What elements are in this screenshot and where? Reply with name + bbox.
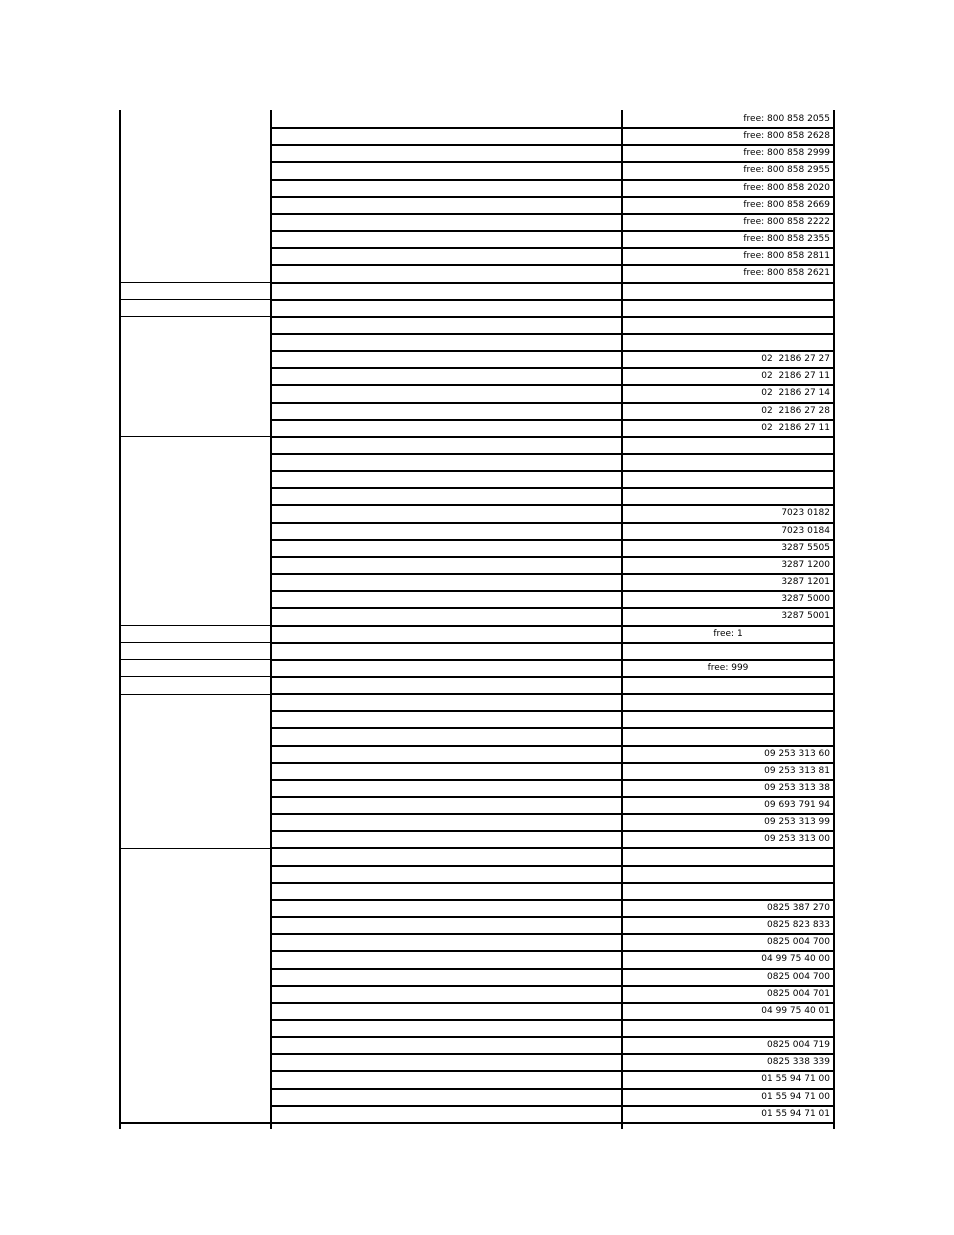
phone-number: 02 2186 27 11 (761, 422, 830, 433)
phone-number: free: 800 858 2999 (743, 148, 830, 159)
phone-cell (622, 454, 834, 471)
service-cell (271, 780, 622, 797)
row-divider (271, 453, 834, 455)
phone-cell (622, 317, 834, 334)
service-cell (271, 1054, 622, 1071)
phone-number: 01 55 94 71 01 (761, 1108, 830, 1119)
row-divider (271, 865, 834, 867)
phone-number: 3287 1201 (781, 577, 830, 588)
phone-cell (622, 763, 834, 780)
phone-number: free: 800 858 2355 (743, 234, 830, 245)
row-divider (271, 1019, 834, 1021)
row-divider (271, 1070, 834, 1072)
phone-number: 09 253 313 60 (764, 748, 830, 759)
row-divider (271, 899, 834, 901)
phone-number: 3287 5505 (781, 542, 830, 553)
row-divider (271, 419, 834, 421)
phone-number: 02 2186 27 27 (761, 354, 830, 365)
service-cell (271, 162, 622, 179)
phone-cell (622, 677, 834, 694)
row-divider (271, 161, 834, 163)
service-cell (271, 643, 622, 660)
phone-cell (622, 608, 834, 625)
service-cell (271, 523, 622, 540)
row-divider (271, 213, 834, 215)
phone-cell (622, 111, 834, 128)
phone-cell (622, 351, 834, 368)
service-cell (271, 265, 622, 282)
service-cell (271, 454, 622, 471)
row-divider (271, 1088, 834, 1090)
row-divider (271, 127, 834, 129)
phone-number: 02 2186 27 14 (761, 388, 830, 399)
row-divider (271, 316, 834, 318)
service-cell (271, 1071, 622, 1088)
service-cell (271, 797, 622, 814)
phone-number: 09 253 313 00 (764, 834, 830, 845)
row-divider (271, 1105, 834, 1107)
row-divider (271, 625, 834, 627)
phone-number: free: 1 (713, 628, 743, 639)
phone-cell (622, 900, 834, 917)
service-cell (271, 1037, 622, 1054)
service-cell (271, 660, 622, 677)
phone-cell (622, 917, 834, 934)
phone-cell (622, 403, 834, 420)
row-divider (271, 779, 834, 781)
row-divider (271, 710, 834, 712)
row-divider (271, 522, 834, 524)
country-cell (120, 677, 271, 694)
phone-cell (622, 643, 834, 660)
phone-number: 3287 1200 (781, 559, 830, 570)
service-cell (271, 1089, 622, 1106)
row-divider (271, 179, 834, 181)
row-divider (271, 367, 834, 369)
phone-number: free: 800 858 2669 (743, 199, 830, 210)
country-cell (120, 643, 271, 660)
service-cell (271, 574, 622, 591)
phone-number: 04 99 75 40 00 (761, 954, 830, 965)
phone-cell (622, 471, 834, 488)
phone-number: free: 999 (707, 662, 749, 673)
row-divider (271, 762, 834, 764)
phone-number: 09 253 313 81 (764, 765, 830, 776)
service-cell (271, 1106, 622, 1123)
phone-cell (622, 523, 834, 540)
phone-cell (622, 145, 834, 162)
phone-cell (622, 1037, 834, 1054)
row-divider (271, 642, 834, 644)
phone-cell (622, 797, 834, 814)
service-cell (271, 420, 622, 437)
row-divider (271, 1036, 834, 1038)
country-cell (120, 437, 271, 626)
service-cell (271, 711, 622, 728)
service-cell (271, 986, 622, 1003)
phone-number: 0825 004 700 (767, 937, 830, 948)
phone-number: 02 2186 27 11 (761, 371, 830, 382)
phone-number: 3287 5000 (781, 594, 830, 605)
phone-cell (622, 214, 834, 231)
service-cell (271, 608, 622, 625)
phone-number: free: 800 858 2055 (743, 114, 830, 124)
phone-number: 0825 004 719 (767, 1040, 830, 1051)
phone-number: 0825 338 339 (767, 1057, 830, 1068)
service-cell (271, 437, 622, 454)
phone-cell (622, 368, 834, 385)
row-divider (271, 504, 834, 506)
country-cell (120, 660, 271, 677)
row-divider (271, 882, 834, 884)
service-cell (271, 368, 622, 385)
phone-cell (622, 540, 834, 557)
phone-cell (622, 231, 834, 248)
service-cell (271, 591, 622, 608)
service-cell (271, 248, 622, 265)
phone-cell (622, 488, 834, 505)
phone-cell (622, 265, 834, 282)
phone-number: 0825 004 700 (767, 971, 830, 982)
phone-number: 0825 387 270 (767, 902, 830, 913)
row-divider (271, 950, 834, 952)
country-cell (120, 694, 271, 848)
row-divider (271, 659, 834, 661)
country-cell (120, 111, 271, 283)
service-cell (271, 746, 622, 763)
service-cell (271, 317, 622, 334)
row-divider (271, 230, 834, 232)
row-divider (271, 607, 834, 609)
service-cell (271, 883, 622, 900)
service-cell (271, 728, 622, 745)
phone-cell (622, 420, 834, 437)
service-cell (271, 300, 622, 317)
service-cell (271, 403, 622, 420)
phone-number: 01 55 94 71 00 (761, 1091, 830, 1102)
phone-cell (622, 437, 834, 454)
column-border (270, 110, 272, 1129)
row-divider (271, 693, 834, 695)
service-cell (271, 488, 622, 505)
service-cell (271, 831, 622, 848)
row-divider (271, 830, 834, 832)
phone-cell (622, 1020, 834, 1037)
row-divider (271, 847, 834, 849)
row-divider (271, 813, 834, 815)
service-cell (271, 951, 622, 968)
phone-number: free: 800 858 2222 (743, 216, 830, 227)
service-cell (271, 540, 622, 557)
service-cell (271, 283, 622, 300)
phone-number: 09 253 313 38 (764, 782, 830, 793)
service-cell (271, 128, 622, 145)
service-cell (271, 866, 622, 883)
phone-cell (622, 162, 834, 179)
country-cell (120, 283, 271, 300)
service-cell (271, 351, 622, 368)
row-divider (271, 796, 834, 798)
phone-number: 01 55 94 71 00 (761, 1074, 830, 1085)
phone-number: 02 2186 27 28 (761, 405, 830, 416)
phone-cell (622, 334, 834, 351)
phone-number: free: 800 858 2628 (743, 131, 830, 142)
row-divider (271, 384, 834, 386)
phone-cell (622, 848, 834, 865)
row-divider (271, 470, 834, 472)
row-divider (271, 727, 834, 729)
service-cell (271, 677, 622, 694)
phone-cell (622, 831, 834, 848)
phone-cell (622, 1003, 834, 1020)
phone-cell (622, 883, 834, 900)
row-divider (271, 196, 834, 198)
phone-number: 0825 004 701 (767, 988, 830, 999)
row-divider (271, 539, 834, 541)
phone-cell (622, 1089, 834, 1106)
service-cell (271, 900, 622, 917)
service-cell (271, 180, 622, 197)
row-divider (271, 556, 834, 558)
row-divider (271, 590, 834, 592)
phone-cell (622, 283, 834, 300)
service-cell (271, 231, 622, 248)
service-cell (271, 763, 622, 780)
phone-number: free: 800 858 2020 (743, 182, 830, 193)
service-cell (271, 934, 622, 951)
service-cell (271, 505, 622, 522)
phone-cell (622, 694, 834, 711)
row-divider (271, 1122, 834, 1124)
left-border (119, 110, 121, 1129)
service-cell (271, 626, 622, 643)
phone-cell (622, 660, 834, 677)
phone-cell (622, 574, 834, 591)
phone-cell (622, 728, 834, 745)
phone-cell (622, 746, 834, 763)
service-cell (271, 1020, 622, 1037)
phone-number: 3287 5001 (781, 611, 830, 622)
phone-cell (622, 300, 834, 317)
row-divider (271, 436, 834, 438)
row-divider (271, 402, 834, 404)
column-border (621, 110, 623, 1129)
phone-cell (622, 969, 834, 986)
row-divider (271, 916, 834, 918)
row-divider (271, 968, 834, 970)
row-divider (271, 144, 834, 146)
service-cell (271, 385, 622, 402)
phone-cell (622, 591, 834, 608)
row-divider (271, 985, 834, 987)
row-divider (271, 933, 834, 935)
service-cell (271, 111, 622, 128)
service-cell (271, 848, 622, 865)
row-divider (271, 333, 834, 335)
service-cell (271, 334, 622, 351)
service-cell (271, 1003, 622, 1020)
phone-number: 0825 823 833 (767, 920, 830, 931)
phone-number: 09 693 791 94 (764, 800, 830, 810)
phone-cell (622, 866, 834, 883)
row-divider (271, 676, 834, 678)
row-divider (271, 264, 834, 266)
service-cell (271, 197, 622, 214)
row-divider (271, 573, 834, 575)
row-divider (271, 1002, 834, 1004)
row-divider (271, 282, 834, 284)
service-cell (271, 694, 622, 711)
service-cell (271, 557, 622, 574)
country-cell (120, 626, 271, 643)
row-divider (271, 487, 834, 489)
phone-cell (622, 1071, 834, 1088)
phone-cell (622, 780, 834, 797)
phone-cell (622, 711, 834, 728)
phone-number: free: 800 858 2811 (743, 251, 830, 262)
phone-cell (622, 180, 834, 197)
row-divider (271, 247, 834, 249)
row-divider (271, 745, 834, 747)
phone-cell (622, 1106, 834, 1123)
phone-number: 7023 0184 (781, 525, 830, 536)
country-cell (120, 317, 271, 437)
phone-number: 04 99 75 40 01 (761, 1005, 830, 1016)
row-divider (271, 350, 834, 352)
phone-cell (622, 934, 834, 951)
service-cell (271, 814, 622, 831)
phone-cell (622, 951, 834, 968)
phone-number: free: 800 858 2621 (743, 268, 830, 279)
row-divider (271, 1053, 834, 1055)
country-cell (120, 300, 271, 317)
phone-cell (622, 1054, 834, 1071)
service-cell (271, 969, 622, 986)
service-cell (271, 145, 622, 162)
phone-cell (622, 626, 834, 643)
phone-number: free: 800 858 2955 (743, 165, 830, 176)
service-cell (271, 214, 622, 231)
row-divider (271, 299, 834, 301)
service-cell (271, 917, 622, 934)
phone-cell (622, 197, 834, 214)
phone-cell (622, 557, 834, 574)
service-cell (271, 471, 622, 488)
right-border (833, 110, 835, 1129)
phone-cell (622, 385, 834, 402)
phone-cell (622, 248, 834, 265)
phone-cell (622, 128, 834, 145)
country-cell (120, 848, 271, 1122)
phone-number: 7023 0182 (781, 508, 830, 519)
phone-cell (622, 814, 834, 831)
phone-cell (622, 505, 834, 522)
phone-number: 09 253 313 99 (764, 817, 830, 828)
phone-cell (622, 986, 834, 1003)
